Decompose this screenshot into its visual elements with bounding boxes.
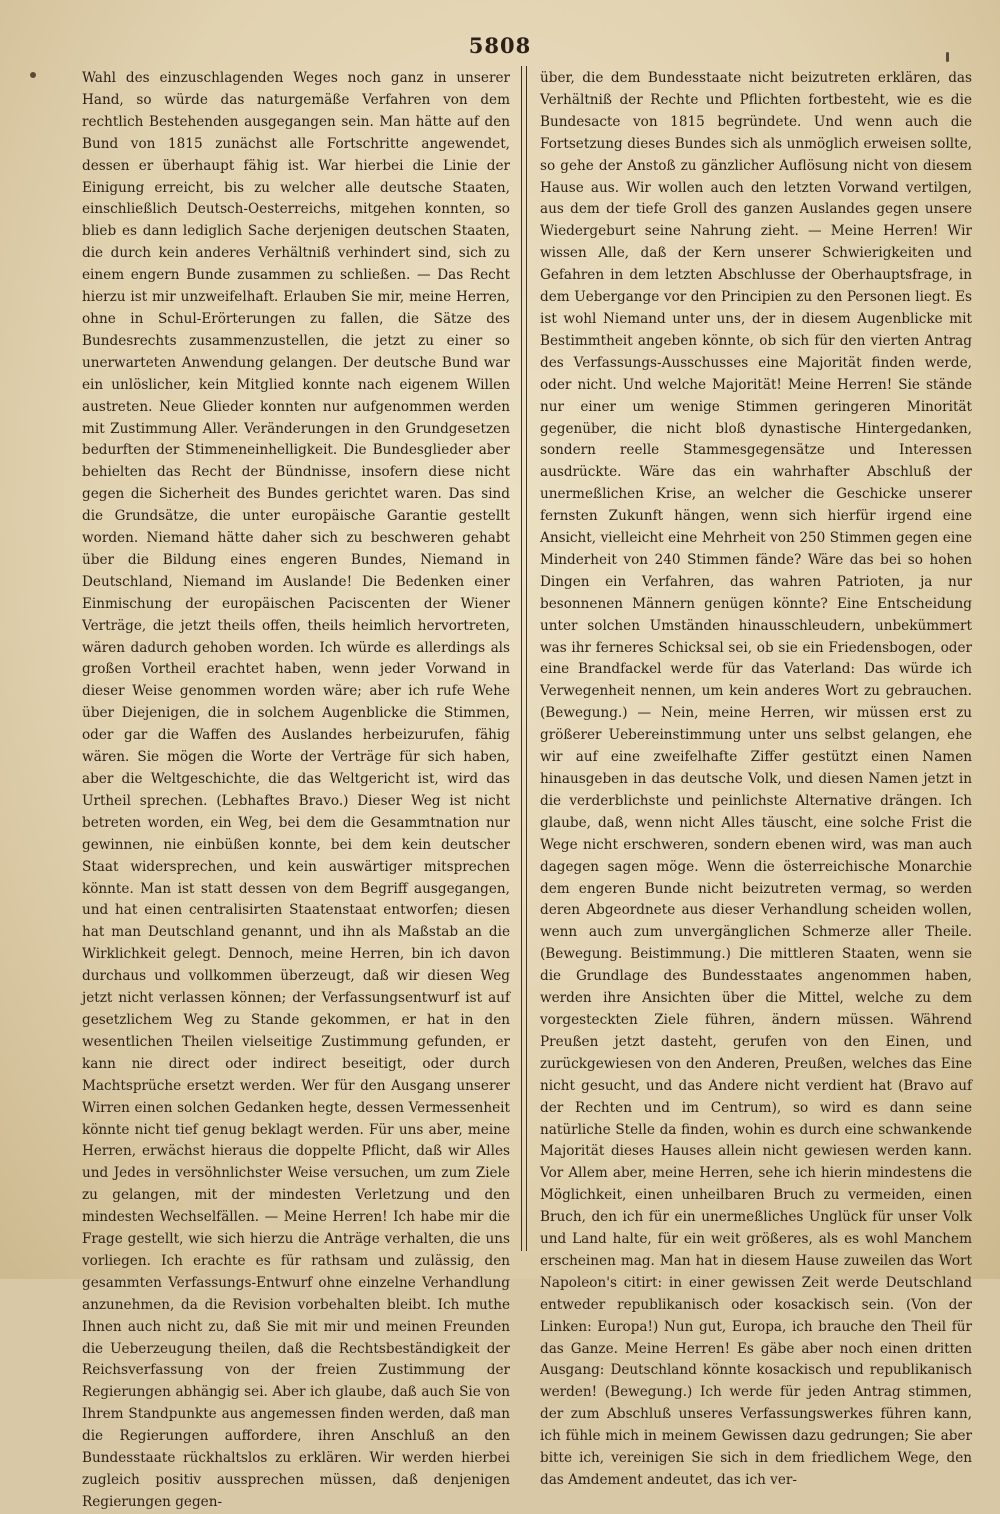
left-column-text: Wahl des einzuschlagenden Weges noch ganz in unserer Hand, so würde das naturgemäße Verfahren von dem rechtlich Bestehenden ausgegangen sein. Man hätte auf den Bund von 1815 zunächst alle Fortschritte angewendet, dessen er überhaupt fähig ist. War hierbei die Linie der Einigung erreicht, bis zu welcher alle deutsche Staaten, einschließlich Deutsch-Oesterreichs, mitgehen konnten, so blieb es dann lediglich Sache derjenigen deutschen Staaten, die durch kein anderes Verhältniß verhindert sind, sich zu einem engern Bunde zusammen zu schließen. — Das Recht hierzu ist mir unzweifelhaft. Erlauben Sie mir, meine Herren, ohne in Schul-Erörterungen zu fallen, die Sätze des Bundesrechts zusammenzustellen, die jetzt zu einer so unerwarteten Anwendung gelangen. Der deutsche Bund war ein unlöslicher, kein Mitglied konnte nach eigenem Willen austreten. Neue Glieder konnten nur aufgenommen werden mit Zustimmung Aller. Veränderungen in den Grundgesetzen bedurften der Stimmeneinhelligkeit. Die Bundesglieder aber behielten das Recht der Bündnisse, insofern diese nicht gegen die Sicherheit des Bundes gerichtet waren. Das sind die Grundsätze, die unter europäische Garantie gestellt worden. Niemand hätte daher sich zu beschweren gehabt über die Bildung eines engeren Bundes, Niemand in Deutschland, Niemand im Auslande! Die Bedenken einer Einmischung der europäischen Paciscenten der Wiener Verträge, die jetzt theils offen, theils heimlich hervortreten, wären dadurch gehoben worden. Ich würde es allerdings als großen Vortheil erachtet haben, wenn jeder Vorwand in dieser Weise genommen worden wäre; aber ich rufe Wehe über Diejenigen, die in solchem Augenblicke die Stimmen, oder gar die Waffen des Auslandes herbeizurufen, fähig wären. Sie mögen die Worte der Verträge für sich haben, aber die Weltgeschichte, die das Weltgericht ist, wird das Urtheil sprechen. (Lebhaftes Bravo.) Dieser Weg ist nicht betreten worden, ein Weg, bei dem die Gesammtnation nur gewinnen, nie einbüßen konnte, bei dem kein deutscher Staat widersprechen, und kein auswärtiger mitsprechen könnte. Man ist statt dessen von dem Begriff ausgegangen, und hat einen centralisirten Staatenstaat entworfen; diesen hat man Deutschland genannt, und ihn als Maßstab an die Wirklichkeit gelegt. Dennoch, meine Herren, bin ich davon durchaus und vollkommen überzeugt, daß wir diesen Weg jetzt nicht verlassen können; der Verfassungsentwurf ist auf gesetzlichem Weg zu Stande gekommen, er hat in den wesentlichen Theilen vielseitige Zustimmung gefunden, er kann nie direct oder indirect beseitigt, oder durch Machtsprüche ersetzt werden. Wer für den Ausgang unserer Wirren einen solchen Gedanken hegte, dessen Vermessenheit könnte nicht tief genug beklagt werden. Für uns aber, meine Herren, erwächst hieraus die doppelte Pflicht, daß wir Alles und Jedes in versöhnlichster Weise versuchen, um zum Ziele zu gelangen, mit der mindesten Verletzung und den mindesten Wechselfällen. — Meine Herren! Ich habe mir die Frage gestellt, wie sich hierzu die Anträge verhalten, die uns vorliegen. Ich erachte es für rathsam und zulässig, den gesammten Verfassungs-Entwurf ohne einzelne Verhandlung anzunehmen, da die Revision vorbehalten bleibt. Ich muthe Ihnen auch nicht zu, daß Sie mit mir und meinen Freunden die Ueberzeugung theilen, daß die Rechtsbeständigkeit der Reichsverfassung von der freien Zustimmung der Regierungen abhängig sei. Aber ich glaube, daß auch Sie von Ihrem Standpunkte aus angemessen finden werden, daß man die Regierungen auffordere, ihren Anschluß an den Bundesstaate rückhaltslos zu erklären. Wir werden hierbei zugleich positiv aussprechen müssen, daß denjenigen Regierungen gegen- xyxy=(82,70,510,1510)
left-text-column xyxy=(82,68,510,1510)
print-speck xyxy=(946,52,949,62)
print-speck xyxy=(30,72,36,78)
page-number: 5808 xyxy=(468,33,532,58)
right-column-text: über, die dem Bundesstaate nicht beizutreten erklären, das Verhältniß der Rechte und Pflichten fortbesteht, wie es die Bundesacte von 1815 begründete. Und wenn auch die Fortsetzung dieses Bundes sich als unmöglich erweisen sollte, so gehe der Anstoß zu gänzlicher Auflösung nicht von diesem Hause aus. Wir wollen auch den letzten Vorwand vertilgen, aus dem der tiefe Groll des ganzen Auslandes gegen unsere Wiedergeburt seine Nahrung zieht. — Meine Herren! Wir wissen Alle, daß der Kern unserer Schwierigkeiten und Gefahren in dem letzten Abschlusse der Oberhauptsfrage, in dem Uebergange vor den Principien zu den Personen liegt. Es ist wohl Niemand unter uns, der in diesem Augenblicke mit Bestimmtheit angeben könnte, ob sich für den vierten Antrag des Verfassungs-Ausschusses eine Majorität finden werde, oder nicht. Und welche Majorität! Meine Herren! Sie stände nur einer um wenige Stimmen geringeren Minorität gegenüber, die nicht bloß dynastische Hintergedanken, sondern reelle Stammesgegensätze und Interessen ausdrückte. Wäre das ein wahrhafter Abschluß der unermeßlichen Krise, an welcher die Geschicke unserer fernsten Zukunft hängen, wenn sich hierfür irgend eine Ansicht, vielleicht eine Mehrheit von 250 Stimmen gegen eine Minderheit von 240 Stimmen fände? Wäre das bei so hohen Dingen ein Verfahren, das wahren Patrioten, ja nur besonnenen Männern genügen könnte? Eine Entscheidung unter solchen Umständen hinausschleudern, unbekümmert was ihr ferneres Schicksal sei, ob sie ein Friedensbogen, oder eine Brandfackel werde für das Vaterland: Das würde ich Verwegenheit nennen, um kein anderes Wort zu gebrauchen. (Bewegung.) — Nein, meine Herren, wir müssen erst zu größerer Uebereinstimmung unter uns selbst gelangen, ehe wir auf eine zweifelhafte Ziffer gestützt einen Namen hinausgeben in das deutsche Volk, und diesen Namen jetzt in die verderblichste und peinlichste Alternative drängen. Ich glaube, daß, wenn nicht Alles täuscht, eine solche Frist die Wege nicht erschweren, sondern ebenen wird, was man auch dagegen sagen möge. Wenn die österreichische Monarchie dem engeren Bunde nicht beizutreten vermag, so werden deren Abgeordnete aus dieser Verhandlung scheiden wollen, wenn auch zum unvergänglichen Schmerze aller Theile. (Bewegung. Beistimmung.) Die mittleren Staaten, wenn sie die Grundlage des Bundesstaates angenommen haben, werden ihre Ansichten über die Mittel, welche zu dem vorgesteckten Ziele führen, ändern müssen. Während Preußen jetzt dasteht, gerufen von den Einen, und zurückgewiesen von den Anderen, Preußen, welches das Eine nicht gesucht, und das Andere nicht verdient hat (Bravo auf der Rechten und im Centrum), so wird es dann seine natürliche Stelle da finden, wohin es durch eine schwankende Majorität dieses Hauses allein nicht gewiesen werden kann. Vor Allem aber, meine Herren, sehe ich hierin mindestens die Möglichkeit, einen unheilbaren Bruch zu vermeiden, einen Bruch, den ich für ein unermeßliches Unglück für unser Volk und Land halte, für ein weit größeres, als es wohl Manchem erscheinen mag. Man hat in diesem Hause zuweilen das Wort Napoleon's citirt: in einer gewissen Zeit werde Deutschland entweder republikanisch oder kosackisch sein. (Von der Linken: Europa!) Nun gut, Europa, ich brauche den Theil für das Ganze. Meine Herren! Es gäbe aber noch einen dritten Ausgang: Deutschland könnte kosackisch und republikanisch werden! (Bewegung.) Ich werde für jeden Antrag stimmen, der zum Abschluß unseres Verfassungswerkes führen kann, ich fühle mich in meinem Gewissen dazu gedrungen; Sie aber bitte ich, vereinigen Sie sich in dem friedlichem Wege, den das Amdement andeutet, das ich ver- xyxy=(540,70,972,1488)
column-divider xyxy=(521,66,527,1251)
right-text-column xyxy=(540,68,972,1488)
